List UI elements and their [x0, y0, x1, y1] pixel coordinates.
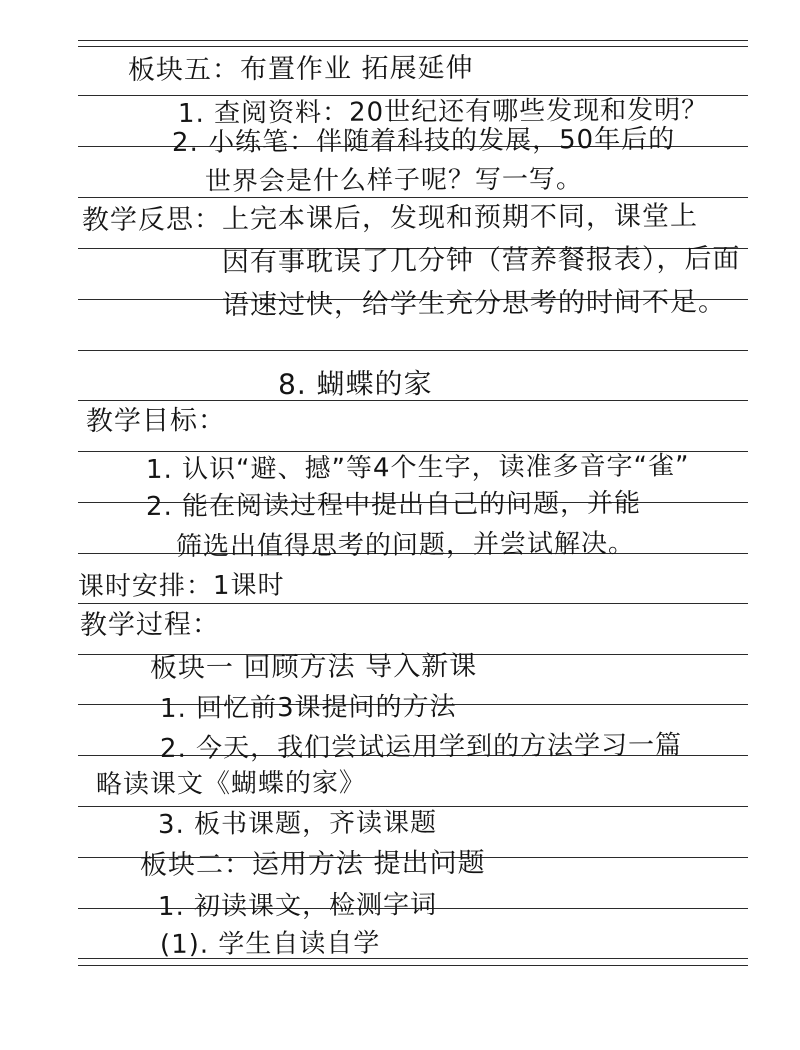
- goal-item-1: 1. 认识“避、撼”等4个生字，读准多音字“雀”: [145, 451, 690, 485]
- teaching-goals-heading: 教学目标：: [85, 405, 227, 437]
- section-one-item-2-continued: 略读课文《蝴蝶的家》: [95, 768, 367, 800]
- section-one-item-3: 3. 板书课题，齐读课题: [157, 808, 438, 840]
- ruled-line: [78, 965, 748, 966]
- lesson-title: 8. 蝴蝶的家: [277, 366, 433, 401]
- section-two-heading: 板块二：运用方法 提出问题: [139, 847, 486, 881]
- teaching-process-heading: 教学过程：: [79, 609, 221, 641]
- ruled-line: [78, 40, 748, 41]
- section-one-item-1: 1. 回忆前3课提问的方法: [159, 691, 457, 724]
- schedule-line: 课时安排：1课时: [77, 570, 285, 602]
- homework-item-2: 2. 小练笔：伴随着科技的发展，50年后的: [171, 124, 676, 158]
- ruled-line: [78, 350, 748, 351]
- goal-item-2-continued: 筛选出值得思考的问题，并尝试解决。: [175, 528, 636, 562]
- homework-item-2-continued: 世界会是什么样子呢？写一写。: [204, 164, 584, 197]
- teaching-reflection-line-2: 因有事耽误了几分钟（营养餐报表），后面: [221, 243, 741, 278]
- ruled-line: [78, 46, 748, 47]
- section-five-heading: 板块五：布置作业 拓展延伸: [127, 52, 474, 86]
- section-one-heading: 板块一 回顾方法 导入新课: [149, 650, 478, 684]
- section-two-item-1: 1. 初读课文，检测字词: [157, 890, 438, 922]
- section-one-item-2: 2. 今天，我们尝试运用学到的方法学习一篇: [159, 730, 683, 764]
- section-two-subitem-1: (1). 学生自读自学: [159, 928, 381, 960]
- teaching-reflection-line-3: 语速过快，给学生充分思考的时间不足。: [221, 286, 727, 321]
- teaching-reflection: 教学反思：上完本课后，发现和预期不同，课堂上: [81, 200, 699, 236]
- homework-item-1: 1. 查阅资料：20世纪还有哪些发现和发明？: [177, 95, 709, 129]
- goal-item-2: 2. 能在阅读过程中提出自己的问题，并能: [145, 488, 642, 522]
